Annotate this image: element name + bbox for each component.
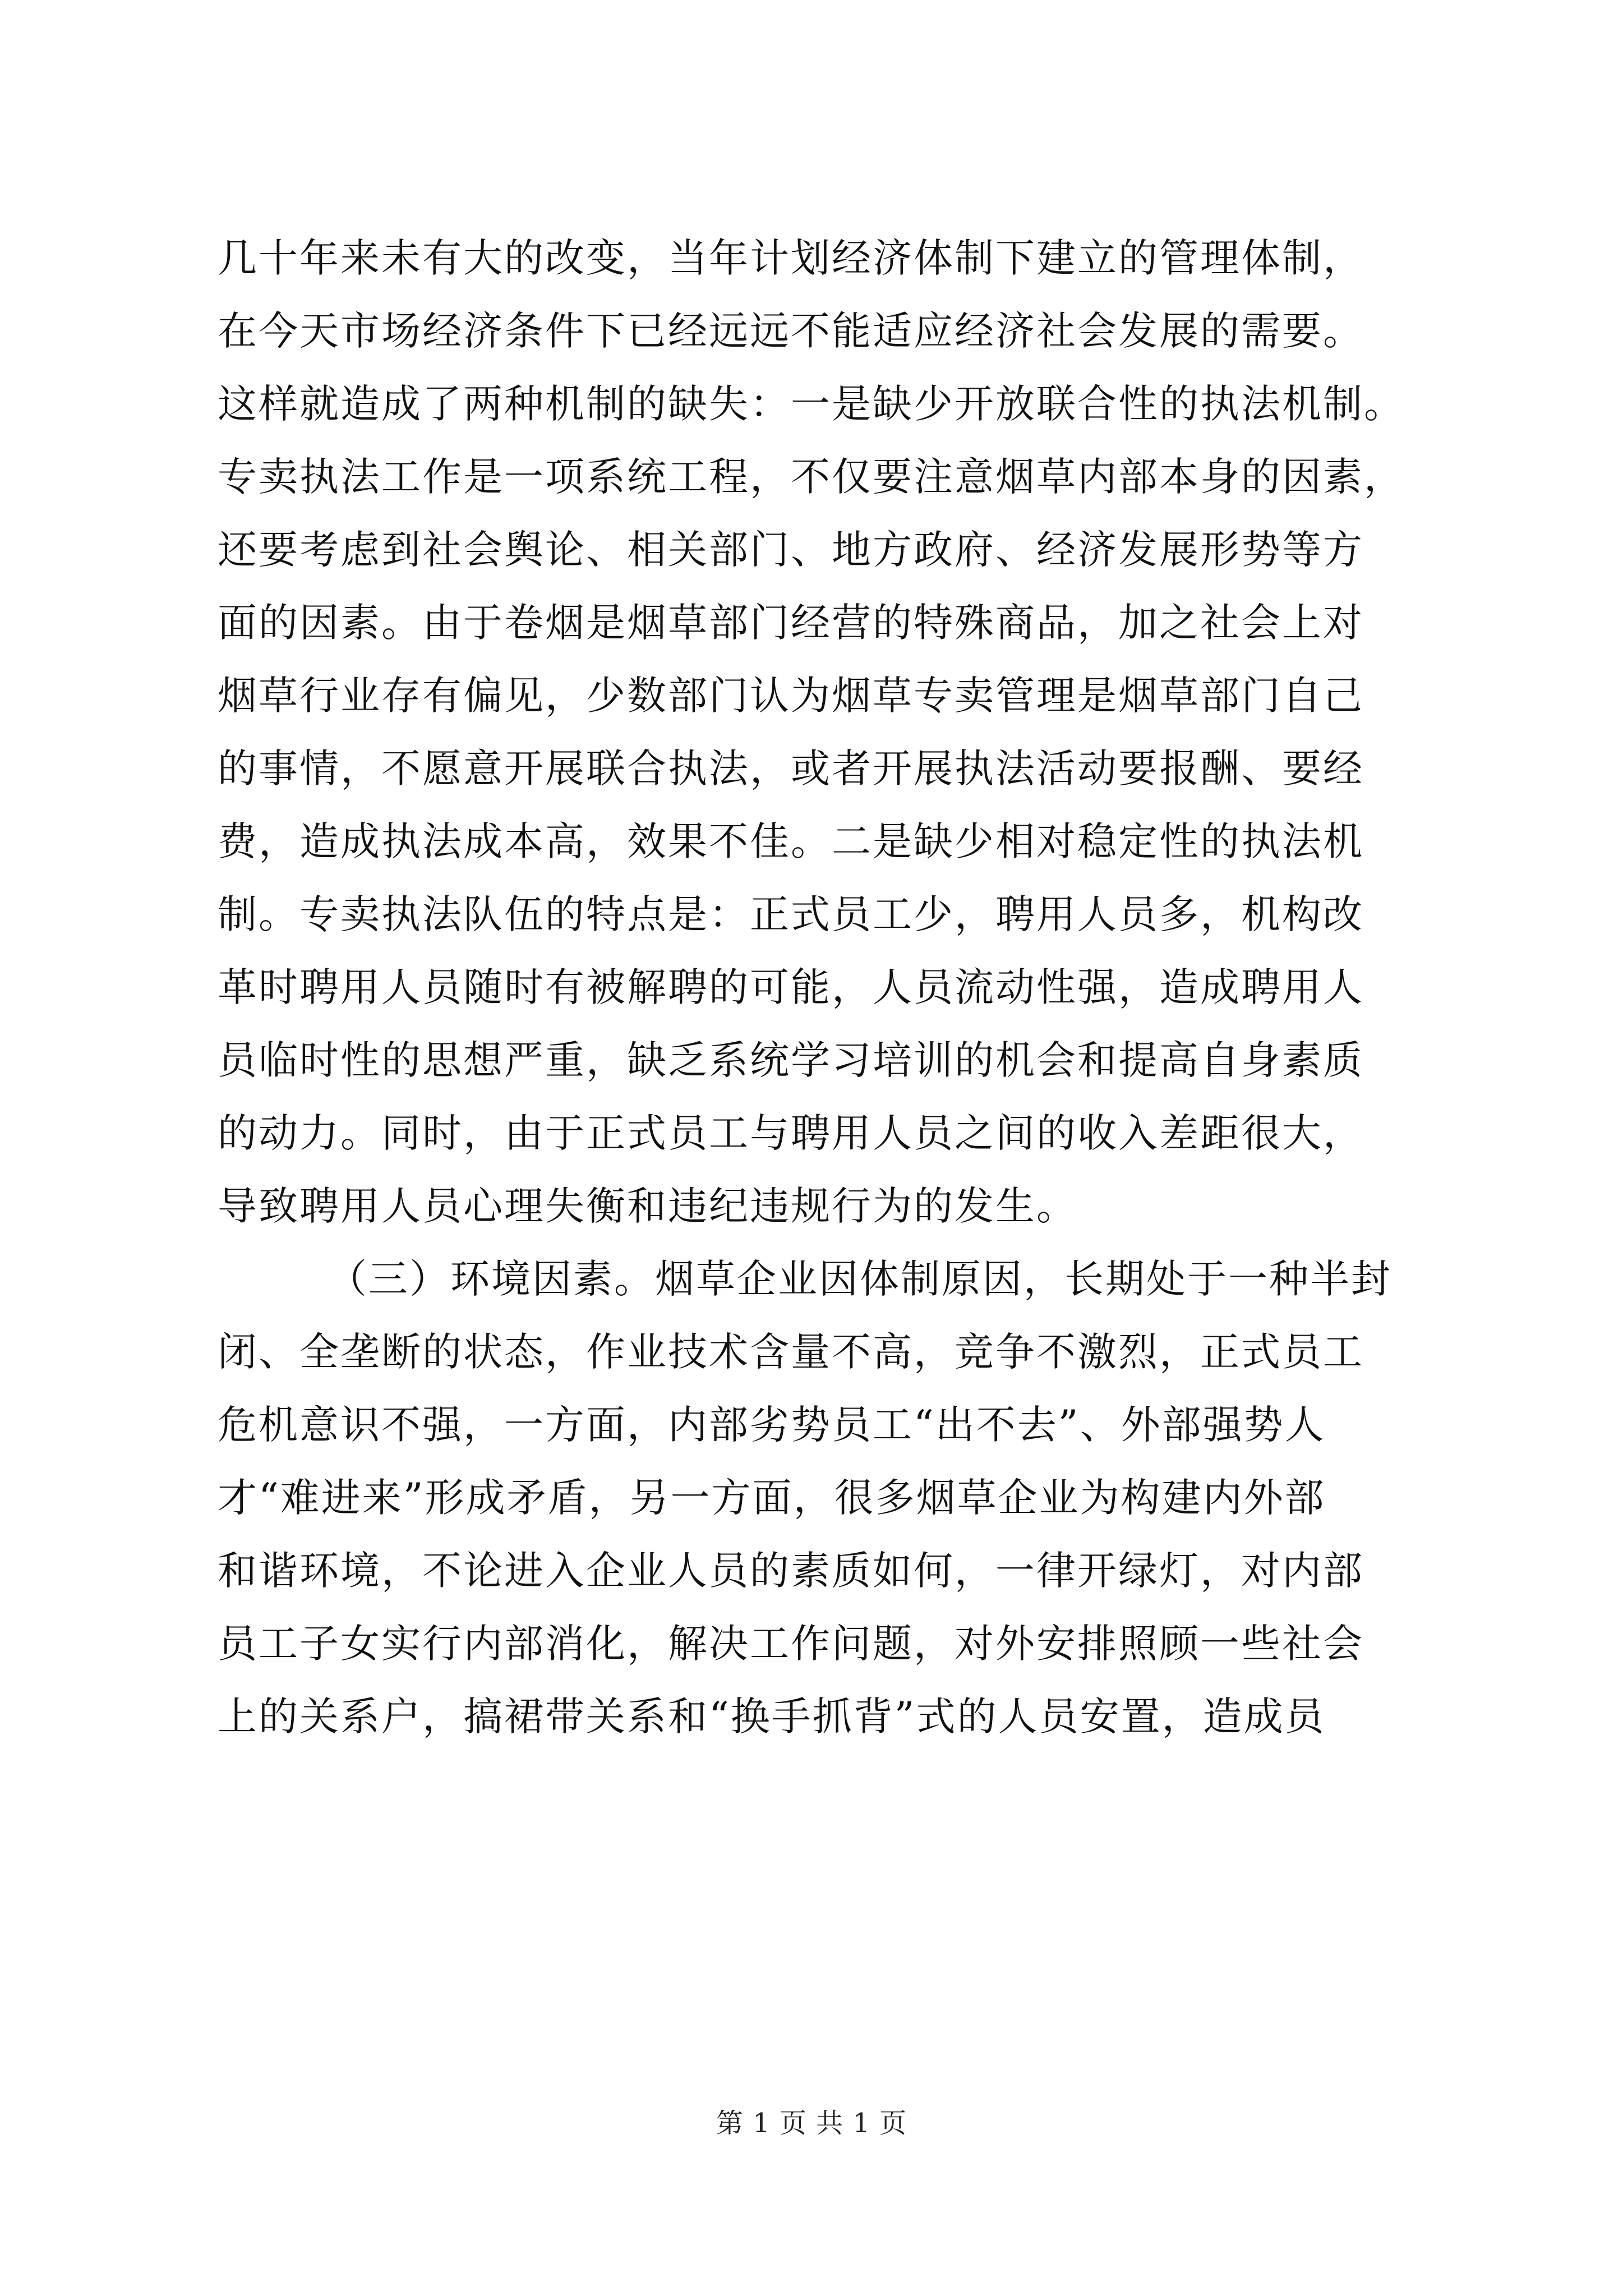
text-line: 的动力。同时，由于正式员工与聘用人员之间的收入差距很大， [218,1110,1364,1156]
text-line: 制。专卖执法队伍的特点是：正式员工少，聘用人员多，机构改 [218,891,1364,937]
text-line: 的事情，不愿意开展联合执法，或者开展执法活动要报酬、要经 [218,746,1364,792]
text-line: 和谐环境，不论进入企业人员的素质如何，一律开绿灯，对内部 [218,1548,1364,1594]
text-line: 面的因素。由于卷烟是烟草部门经营的特殊商品，加之社会上对 [218,600,1364,646]
text-line: 几十年来未有大的改变，当年计划经济体制下建立的管理体制， [218,235,1364,281]
text-line: 这样就造成了两种机制的缺失：一是缺少开放联合性的执法机制。 [218,381,1405,427]
text-line: 员工子女实行内部消化，解决工作问题，对外安排照顾一些社会 [218,1621,1364,1667]
text-line: 费，造成执法成本高，效果不佳。二是缺少相对稳定性的执法机 [218,818,1364,864]
text-line: 才“难进来”形成矛盾，另一方面，很多烟草企业为构建内外部 [218,1475,1326,1521]
text-line: 在今天市场经济条件下已经远远不能适应经济社会发展的需要。 [218,308,1364,354]
text-line: 员临时性的思想严重，缺乏系统学习培训的机会和提高自身素质 [218,1037,1364,1083]
text-line: 上的关系户，搞裙带关系和“换手抓背”式的人员安置，造成员 [218,1694,1326,1740]
text-line: 闭、全垄断的状态，作业技术含量不高，竞争不激烈，正式员工 [218,1329,1364,1375]
text-line: 烟草行业存有偏见，少数部门认为烟草专卖管理是烟草部门自己 [218,673,1364,719]
body-text [218,222,1491,1753]
text-line: 导致聘用人员心理失衡和违纪违规行为的发生。 [218,1183,1077,1229]
text-line: 专卖执法工作是一项系统工程，不仅要注意烟草内部本身的因素， [218,454,1405,500]
section-heading-line: （三）环境因素。烟草企业因体制原因，长期处于一种半封 [328,1256,1392,1302]
page-number-footer: 第 1 页 共 1 页 [716,2108,907,2139]
text-line: 还要考虑到社会舆论、相关部门、地方政府、经济发展形势等方 [218,527,1364,573]
text-line: 革时聘用人员随时有被解聘的可能，人员流动性强，造成聘用人 [218,964,1364,1010]
text-line: 危机意识不强，一方面，内部劣势员工“出不去”、外部强势人 [218,1402,1326,1448]
